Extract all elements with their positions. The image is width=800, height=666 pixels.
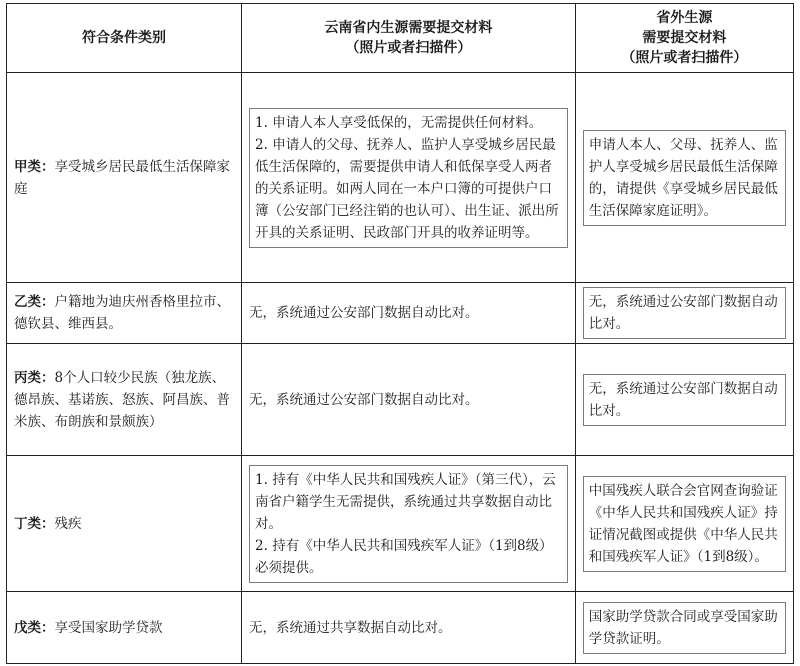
local-materials-cell: 1. 持有《中华人民共和国残疾人证》（第三代），云南省户籍学生无需提供，系统通过共享数据自动比对。 2. 持有《中华人民共和国残疾军人证》（1到8级）必须提供。 [242,456,576,592]
local-materials-cell: 无，系统通过公安部门数据自动比对。 [242,283,576,344]
table-row [7,456,794,592]
outside-materials-cell: 无，系统通过公安部门数据自动比对。 [575,344,793,456]
requirements-table [6,3,794,664]
table-row [7,344,794,456]
header-category: 符合条件类别 [7,4,242,73]
local-materials-cell: 无，系统通过共享数据自动比对。 [242,592,576,664]
outside-materials-cell: 国家助学贷款合同或享受国家助学贷款证明。 [575,592,793,664]
category-cell: 甲类：享受城乡居民最低生活保障家庭 [7,73,242,283]
header-outside: 省外生源 需要提交材料 （照片或者扫描件） [575,4,793,73]
category-cell: 丁类：残疾 [7,456,242,592]
header-local: 云南省内生源需要提交材料 （照片或者扫描件） [242,4,576,73]
outside-materials-cell: 无，系统通过公安部门数据自动比对。 [575,283,793,344]
outside-materials-cell: 申请人本人、父母、抚养人、监护人享受城乡居民最低生活保障的，请提供《享受城乡居民最低生活保障家庭证明》。 [575,73,793,283]
local-materials-cell: 1. 申请人本人享受低保的，无需提供任何材料。 2. 申请人的父母、抚养人、监护人享受城乡居民最低生活保障的，需要提供申请人和低保享受人两者的关系证明。如两人同在一本户口簿的可提供户口簿（公安部门已经注销的也认可）、出生证、派出所开具的关系证明、民政部门开具的收养证明等。 [242,73,576,283]
table-row [7,283,794,344]
category-cell: 丙类：8个人口较少民族（独龙族、德昂族、基诺族、怒族、阿昌族、普米族、布朗族和景颇族） [7,344,242,456]
table-row [7,73,794,283]
outside-materials-cell: 中国残疾人联合会官网查询验证《中华人民共和国残疾人证》持证情况截图或提供《中华人民共和国残疾军人证》（1到8级）。 [575,456,793,592]
category-cell: 戊类：享受国家助学贷款 [7,592,242,664]
category-cell: 乙类：户籍地为迪庆州香格里拉市、德钦县、维西县。 [7,283,242,344]
local-materials-cell: 无，系统通过公安部门数据自动比对。 [242,344,576,456]
header-row [7,4,794,73]
table-row [7,592,794,664]
